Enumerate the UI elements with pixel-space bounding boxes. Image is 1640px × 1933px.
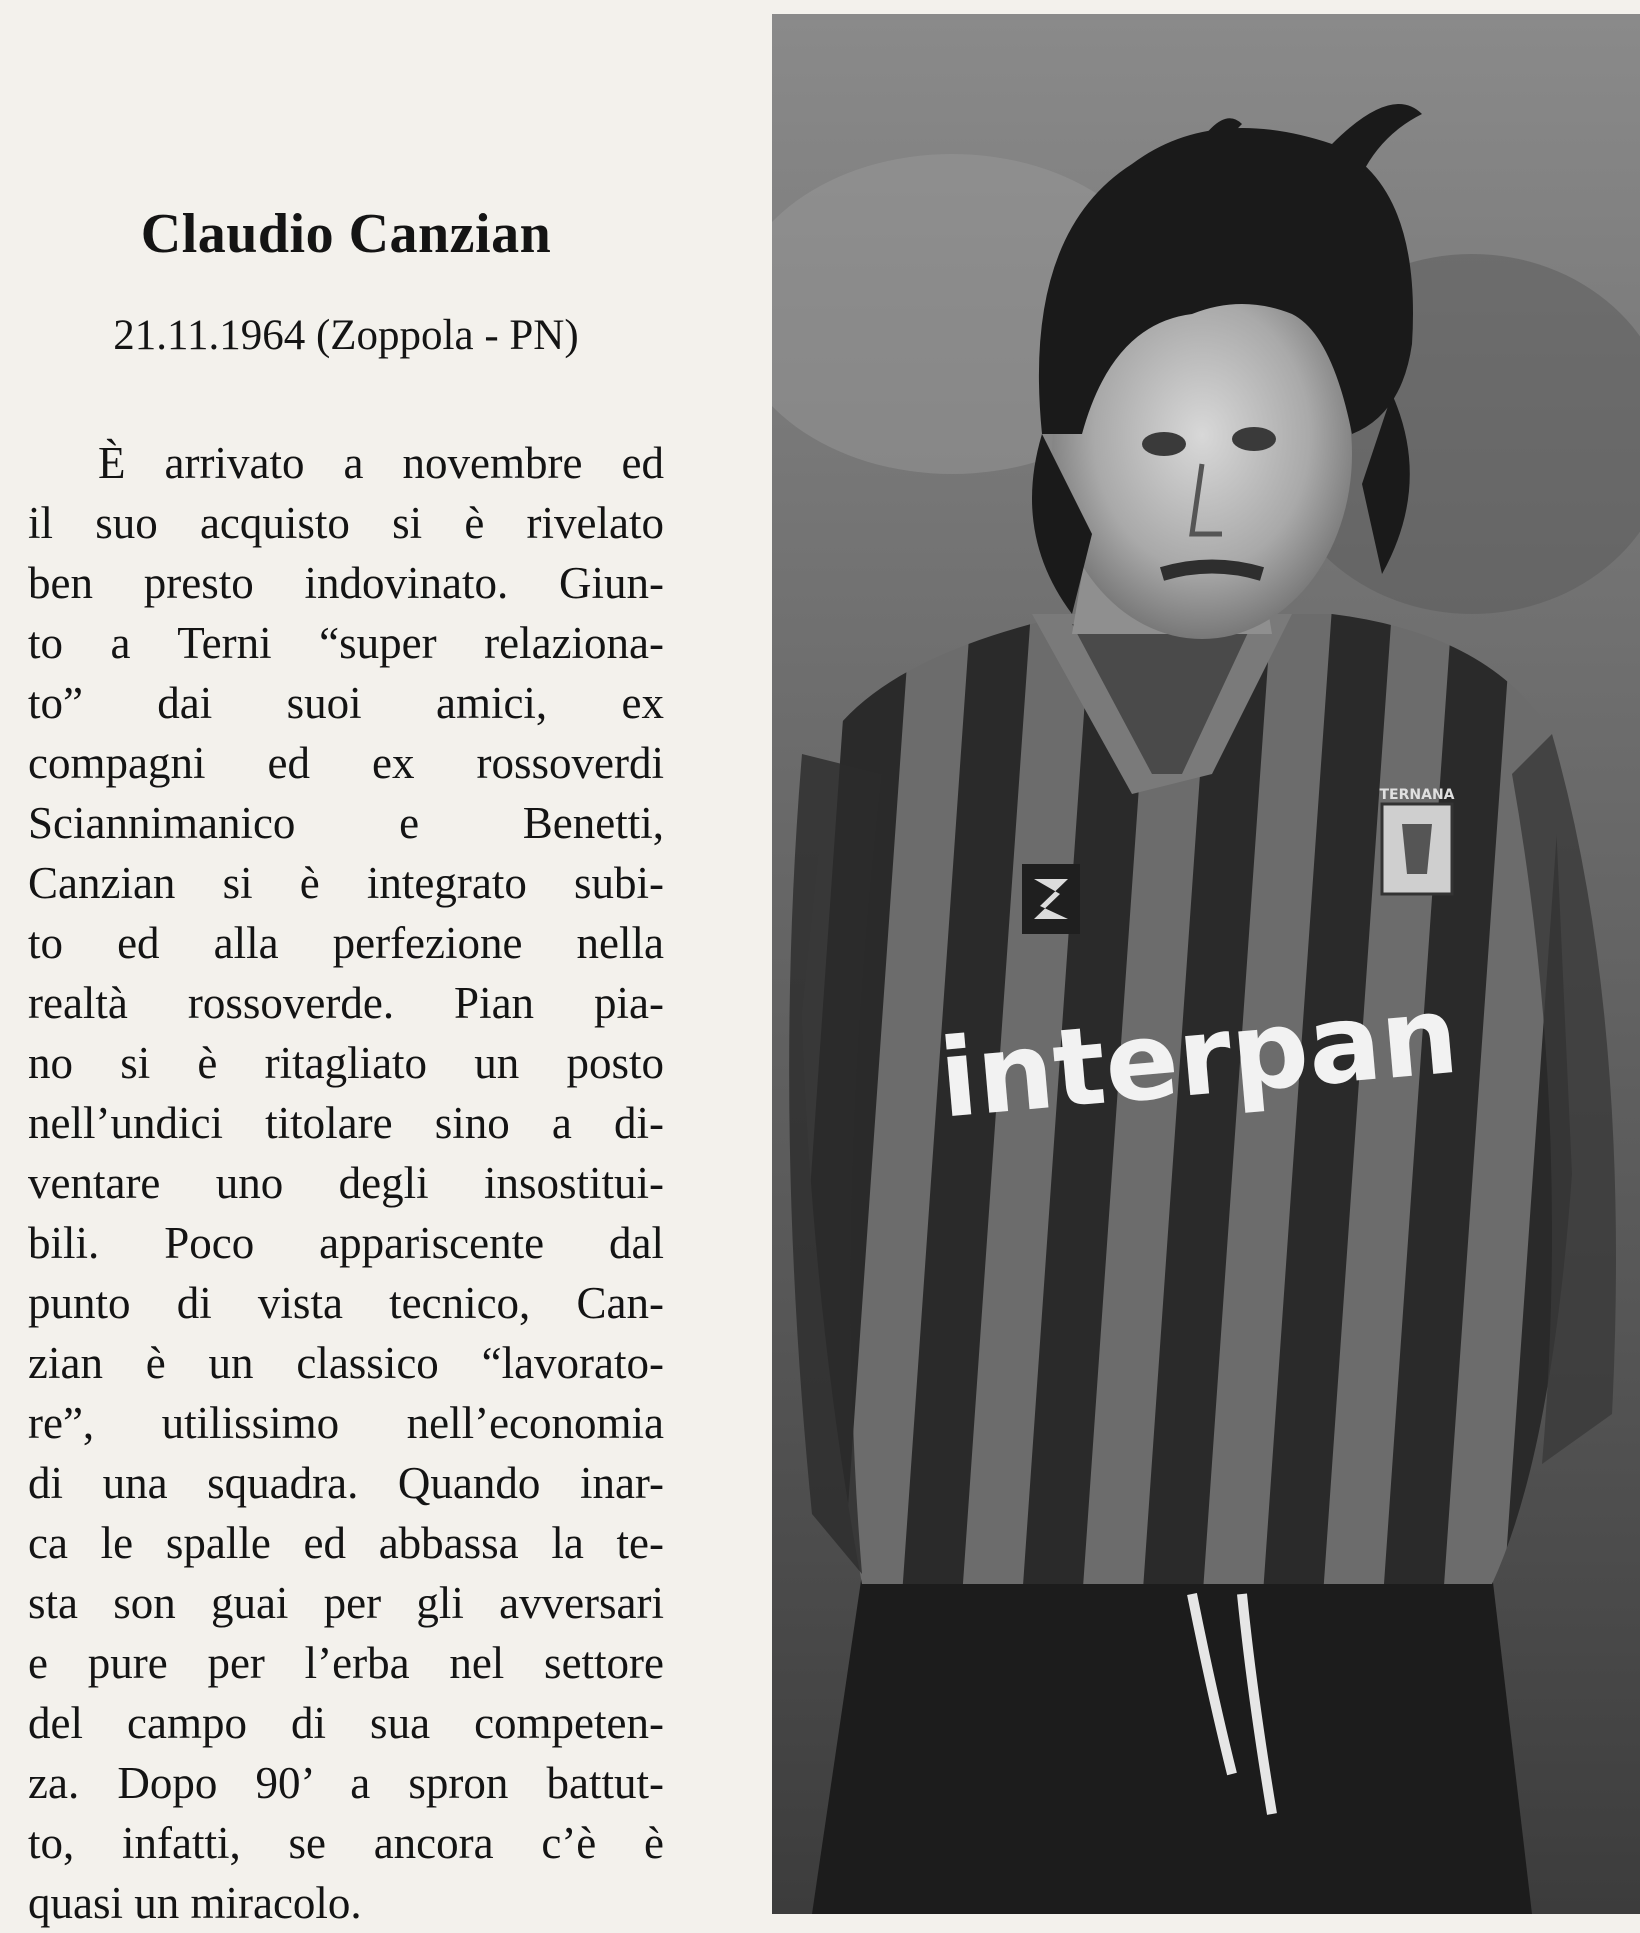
body-line: del campo di sua competen-: [28, 1698, 664, 1748]
body-line: za. Dopo 90’ a spron battut-: [28, 1758, 664, 1808]
body-line: no si è ritagliato un posto: [28, 1038, 664, 1088]
body-line: to” dai suoi amici, ex: [28, 678, 664, 728]
body-line: compagni ed ex rossoverdi: [28, 738, 664, 788]
article-body: [28, 433, 664, 1933]
body-line: nell’undici titolare sino a di-: [28, 1098, 664, 1148]
body-line: punto di vista tecnico, Can-: [28, 1278, 664, 1328]
body-line: to, infatti, se ancora c’è è: [28, 1818, 664, 1868]
body-line: il suo acquisto si è rivelato: [28, 498, 664, 548]
body-line: to a Terni “super relaziona-: [28, 618, 664, 668]
body-line: zian è un classico “lavorato-: [28, 1338, 664, 1388]
body-line: to ed alla perfezione nella: [28, 918, 664, 968]
player-photo-illustration: [772, 14, 1640, 1914]
article-column: [28, 190, 664, 1933]
body-line: ben presto indovinato. Giun-: [28, 558, 664, 608]
body-line: Canzian si è integrato subi-: [28, 858, 664, 908]
body-line: re”, utilissimo nell’economia: [28, 1398, 664, 1448]
birth-date-place: 21.11.1964 (Zoppola - PN): [113, 312, 579, 359]
body-line: realtà rossoverde. Pian pia-: [28, 978, 664, 1028]
body-line: Sciannimanico e Benetti,: [28, 798, 664, 848]
body-line: e pure per l’erba nel settore: [28, 1638, 664, 1688]
player-photo: [772, 14, 1640, 1914]
badge-text: TERNANA: [1379, 787, 1455, 803]
player-name-heading: Claudio Canzian: [140, 203, 552, 265]
kit-maker-logo: [1022, 864, 1080, 934]
body-line: ca le spalle ed abbassa la te-: [28, 1518, 664, 1568]
body-line: quasi un miracolo.: [28, 1878, 362, 1928]
body-line: sta son guai per gli avversari: [28, 1578, 664, 1628]
body-line: È arrivato a novembre ed: [98, 438, 664, 488]
team-badge: [1380, 787, 1455, 894]
body-line: ventare uno degli insostitui-: [28, 1158, 664, 1208]
shirt-sponsor: interpan: [934, 972, 1463, 1143]
shorts: [812, 1574, 1532, 1914]
body-line: di una squadra. Quando inar-: [28, 1458, 664, 1508]
body-line: bili. Poco appariscente dal: [28, 1218, 664, 1268]
